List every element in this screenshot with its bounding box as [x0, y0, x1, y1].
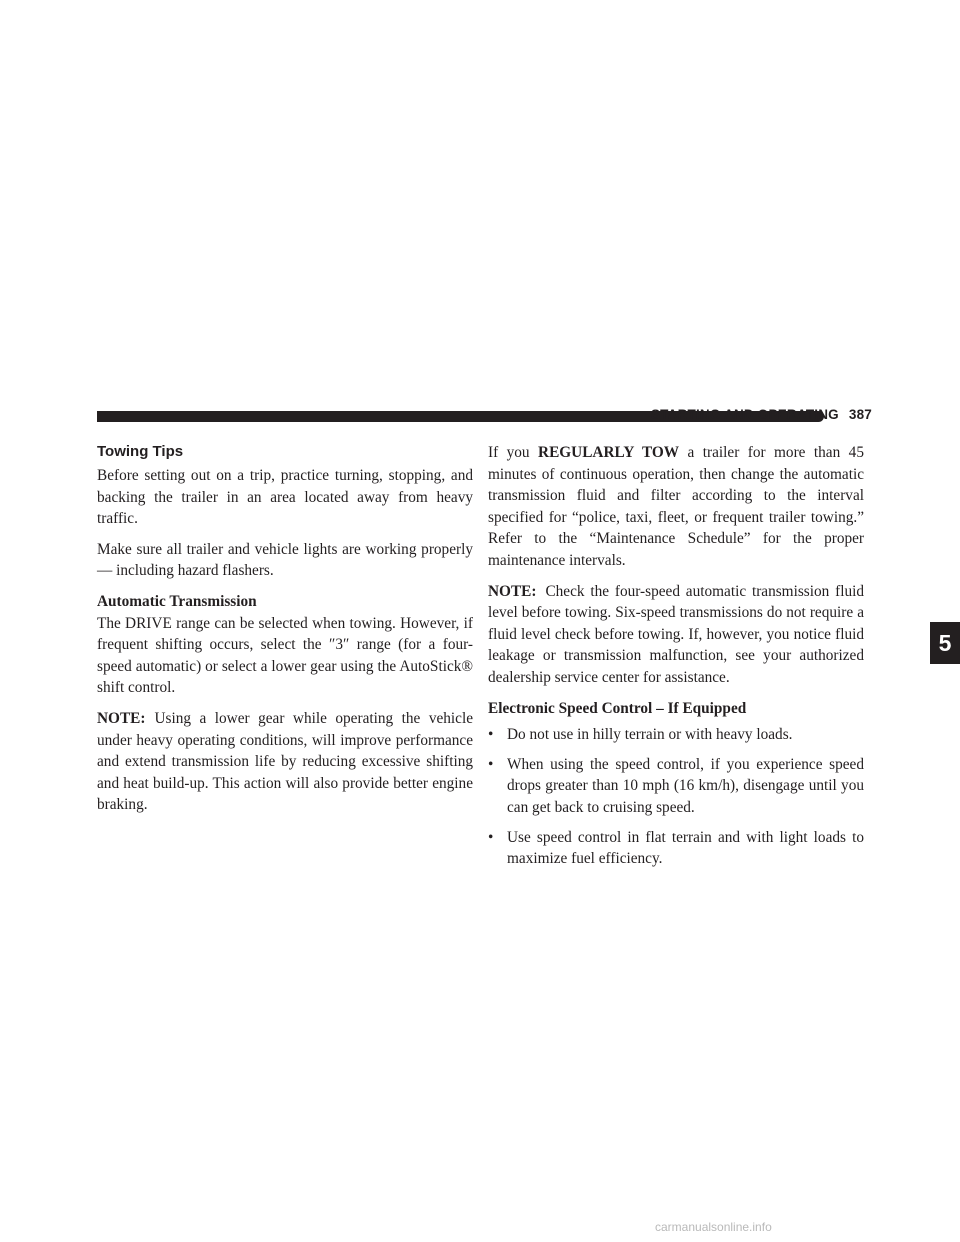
- list-item: [488, 754, 864, 819]
- bullet-icon: •: [488, 828, 494, 846]
- list-item-text: Use speed control in flat terrain and with light loads to maximize fuel efficiency.: [507, 828, 864, 868]
- automatic-transmission-heading: Automatic Transmission: [97, 592, 257, 610]
- list-item: [488, 827, 864, 870]
- note-text: Using a lower gear while operating the vehicle under heavy operating conditions, will improve performance and extend transmission life by reducing excessive shifting and heat build-up. This action will also provide better engine braking.: [97, 709, 473, 814]
- left-column: [97, 442, 473, 825]
- paragraph-lights: Make sure all trailer and vehicle lights are working properly — including hazard flashers.: [97, 540, 473, 580]
- right-column: [488, 442, 864, 878]
- regularly-tow-emphasis: REGULARLY TOW: [538, 444, 680, 461]
- speed-control-heading: Electronic Speed Control – If Equipped: [488, 699, 747, 717]
- paragraph-drive-range: The DRIVE range can be selected when towing. However, if frequent shifting occurs, select the ″3″ range (for a four-speed automatic) or select a lower gear using the AutoStick® shift control.: [97, 614, 473, 697]
- chapter-tab: 5: [930, 622, 960, 664]
- note-lower-gear: [97, 708, 473, 816]
- note-text: Check the four-speed automatic transmission fluid level before towing. Six-speed transmissions do not require a fluid level check before towing. If, however, you notice fluid leakage or transmission malfunction, see your authorized dealership service center for assistance.: [488, 582, 864, 686]
- speed-control-list: [488, 724, 864, 870]
- towing-tips-heading: Towing Tips: [97, 443, 184, 460]
- list-item: [488, 724, 864, 746]
- paragraph-regularly-tow: [488, 442, 864, 572]
- bullet-icon: •: [488, 755, 494, 773]
- list-item-text: When using the speed control, if you experience speed drops greater than 10 mph (16 km/h), disengage until you can get back to cruising speed.: [507, 755, 864, 816]
- page-number: 387: [848, 407, 872, 422]
- note-fluid-check: [488, 581, 864, 689]
- bullet-icon: •: [488, 726, 494, 744]
- paragraph-practice: Before setting out on a trip, practice turning, stopping, and backing the trailer in an area located away from heavy traffic.: [97, 467, 473, 528]
- list-item-text: Do not use in hilly terrain or with heavy loads.: [507, 726, 793, 744]
- text-run: If you: [488, 444, 539, 461]
- note-label: NOTE:: [488, 582, 537, 600]
- text-run: a trailer for more than 45 minutes of continuous operation, then change the automatic transmission fluid and filter according to the interval specified for “police, taxi, fleet, or frequent trailer towing.” Refer to the “Maintenance Schedule” for the proper maintenance intervals.: [488, 444, 864, 569]
- section-title: STARTING AND OPERATING: [650, 407, 839, 422]
- note-label: NOTE:: [97, 709, 146, 727]
- running-header: [650, 407, 872, 422]
- watermark: carmanualsonline.info: [655, 1220, 772, 1234]
